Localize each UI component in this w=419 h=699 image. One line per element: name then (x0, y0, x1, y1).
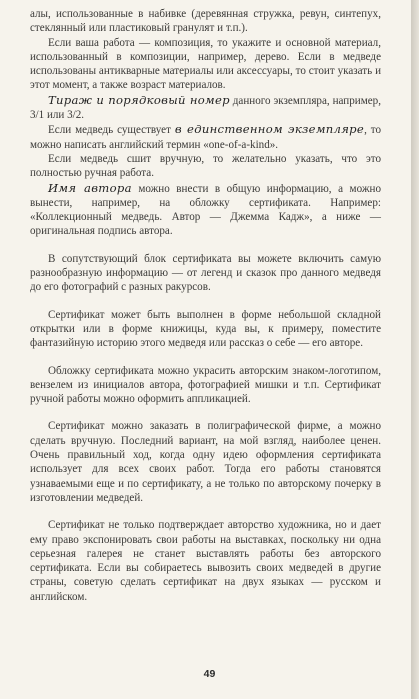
paragraph-composition: Если ваша работа — композиция, то укажите и основной материал, использованный в композиции, например, дерево. Если в медведе использованы антикварные материалы или аксессуары, то стоит указать и этот момент, а также возраст материалов. (30, 36, 381, 92)
paragraph-certificate-rights: Сертификат не только подтверждает авторство художника, но и дает ему право экспонировать свои работы на выставках, поскольку ни одна серьезная галерея не станет выставлять работы без авторского сертификата. Если вы собираетесь вывозить своих медведей в другие страны, советую сделать сертификат на двух языках — русском и английском. (30, 519, 381, 603)
handwritten-heading: Имя автора (48, 180, 132, 195)
paragraph-certificate-form: Сертификат может быть выполнен в форме небольшой складной открытки или в форме книжицы, куда вы, к примеру, поместите фантазийную историю этого медведя или рассказ о себе — его авторе. (30, 308, 381, 350)
handwritten-heading: в единственном экземпляре (174, 122, 365, 137)
page-number: 49 (203, 668, 216, 680)
paragraph-certificate-order: Сертификат можно заказать в полиграфической фирме, а можно сделать вручную. Последний вариант, на мой взгляд, наиболее ценен. Очень правильный ход, когда одну идею оформления сертификата использует для всех своих работ. Тогда его работы становятся узнаваемыми еще и по сертификату, а не только по авторскому почерку в изготовлении медведей. (30, 420, 381, 504)
paragraph-author-name: Имя автора можно внести в общую информацию, а можно вынести, например, на обложку сертификата. Например: «Коллекционный медведь. Автор — Джемма Кадж», а ниже — оригинальная подпись автора. (30, 180, 381, 238)
paragraph-materials-cont: алы, использованные в набивке (деревянная стружка, ревун, синтепух, стеклянный или пластиковый гранулят и т.п.). (30, 8, 381, 35)
paragraph-accompanying-block: В сопутствующий блок сертификата вы можете включить самую разнообразную информацию — от легенд и сказок про данного медведя до его фотографий с разных ракурсов. (30, 252, 381, 294)
paragraph-certificate-cover: Обложку сертификата можно украсить авторским знаком-логотипом, вензелем из инициалов автора, фотографией мишки и т.п. Сертификат ручной работы можно оформить аппликацией. (30, 364, 381, 406)
paragraph-one-of-a-kind: Если медведь существует в единственном экземпляре, то можно написать английский термин «one-of-a-kind». (30, 122, 381, 151)
handwritten-heading: Тираж и порядковый номер (48, 92, 230, 107)
page-spine-shadow (411, 0, 419, 699)
paragraph-edition: Тираж и порядковый номер данного экземпляра, например, 3/1 или 3/2. (30, 92, 381, 122)
paragraph-handmade: Если медведь сшит вручную, то желательно указать, что это полностью ручная работа. (30, 152, 381, 180)
